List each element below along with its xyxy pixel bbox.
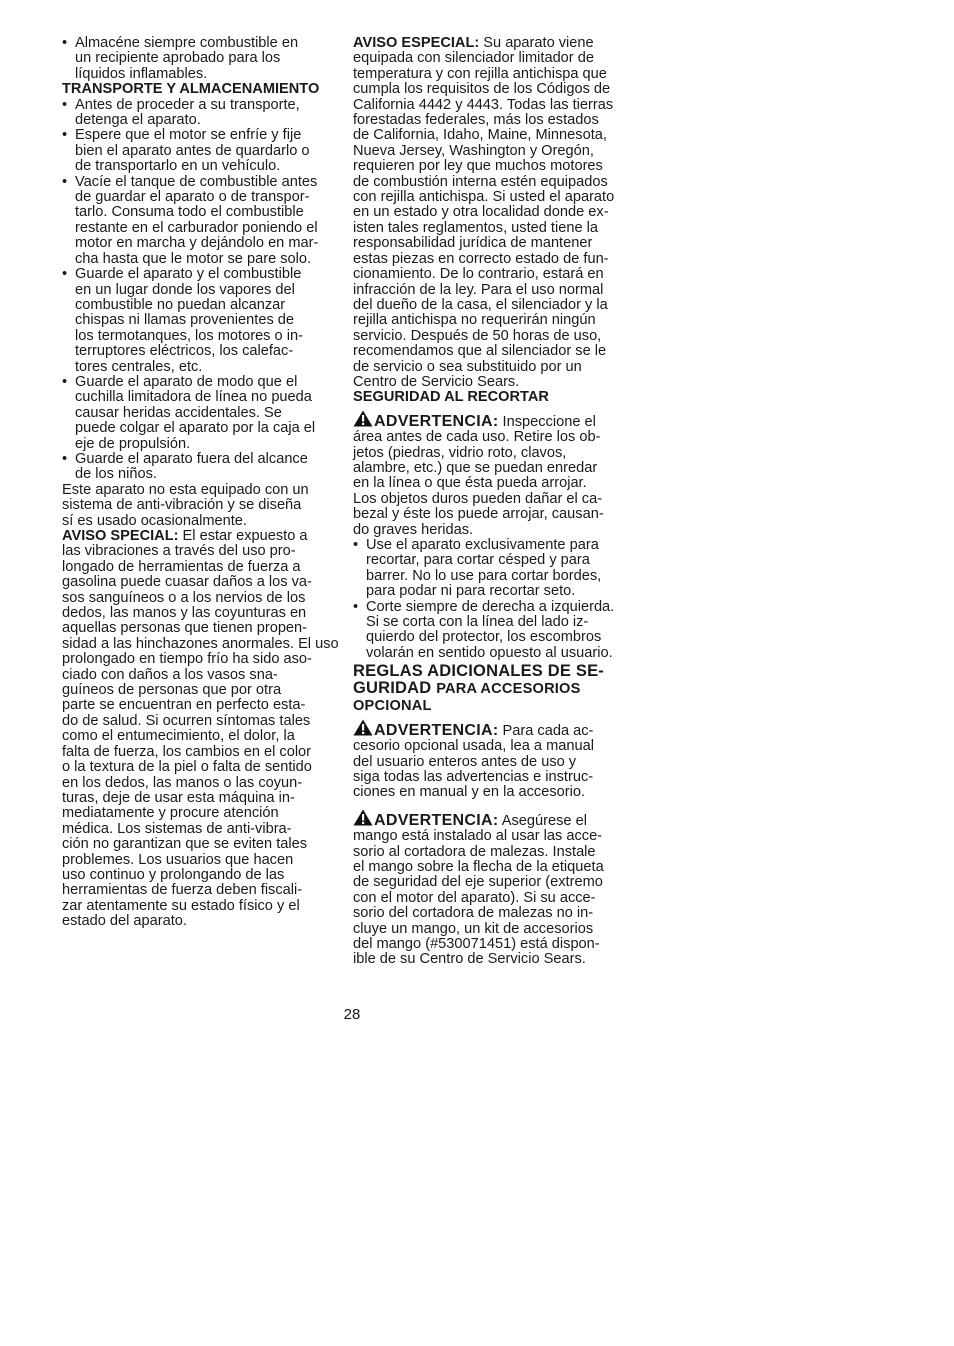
warning-triangle-icon — [353, 410, 373, 427]
aviso-special-text: El estar expuesto a las vibraciones a través del uso pro- longado de herramientas de fuerza a gasolina puede cuasar daños a los va- sos sanguíneos o a los nervios de los dedos, las manos y las coyunturas en aquellas personas que tienen propen- sidad a las hinchazones anormales. El uso prolongado en tiempo frío ha sido aso- ciado con daños a los vasos sna- guíneos de personas que por otra parte se encuentran en perfecto esta- do de salud. Si ocurren síntomas tales como el entumecimiento, el dolor, la falta de fuerza, los cambios en el color o la textura de la piel o falta de sentido en los dedos, las manos o las coyun- turas, deje de usar esta máquina in- mediatamente y procure atención médica. Los sistemas de anti-vibra- ción no garantizan que se eviten tales problemes. Los usuarios que hacen uso continuo y prolongando de las herramientas de fuerza deben fiscali- zar atentamente su estado físico y el estado del aparato. — [62, 528, 339, 930]
aviso-special-paragraph — [62, 528, 339, 930]
warning-inspect — [353, 410, 623, 538]
transport-bullet-4: • Guarde el aparato y el combustible en un lugar donde los vapores del combustible no puedan alcanzar chispas ni llamas provenientes de los termotanques, los motores o in- terruptores eléctricos, los calefac- tores centrales, etc. — [62, 267, 334, 375]
aviso-special-label: AVISO SPECIAL: — [62, 528, 179, 544]
warning-label: ADVERTENCIA: — [374, 811, 499, 829]
warning-handle-text: Asegúrese el mango está instalado al usar las acce- sorio al cortadora de malezas. Instale el mango sobre la flecha de la etiqueta de seguridad del eje superior (extremo con el motor del aparato). Si su acce- sorio del cortadora de malezas no in- cluye un mango, un kit de accesorios del mango (#530071451) está dispon- ible de su Centro de Servicio Sears. — [353, 812, 604, 968]
heading-reglas-line3: OPCIONAL — [353, 698, 432, 715]
page-number: 28 — [343, 1006, 361, 1023]
heading-reglas-line1: REGLAS ADICIONALES DE SE- — [353, 662, 604, 681]
heading-reglas — [353, 663, 623, 715]
storage-bullet: • Almacéne siempre combustible en un recipiente aprobado para los líquidos inflamables. — [62, 36, 334, 82]
aviso-especial-label: AVISO ESPECIAL: — [353, 35, 480, 51]
warning-triangle-icon — [353, 719, 373, 736]
aviso-especial-text: Su aparato viene equipada con silenciador limitador de temperatura y con rejilla antichispa que cumpla los requisitos de los Códigos de California 4442 y 4443. Todas las tierras forestadas federales, más los estados de California, Idaho, Maine, Minnesota, Nueva Jersey, Washington y Oregón, requieren por ley que muchos motores de combustión interna estén equipados con rejilla antichispa. Si usted el aparato en un estado y otra localidad donde ex- isten tales reglamentos, usted tiene la responsabilidad jurídica de mantener estas piezas en correcto estado de fun- cionamiento. De lo contrario, estará en infracción de la ley. Para el uso normal del dueño de la casa, el silenciador y la rejilla antichispa no requerirán ningún servicio. Después de 50 horas de uso, recomendamos que al silenciador se le de servicio o sea substituido por un Centro de Servicio Sears. — [353, 35, 615, 390]
trim-bullet-2: • Corte siempre de derecha a izquierda. Si se corta con la línea del lado iz- quierdo del protector, los escombros volarán en sentido opuesto al usuario. — [353, 600, 623, 662]
vibration-paragraph: Este aparato no esta equipado con un sistema de anti-vibración y se diseña sí es usado ocasionalmente. — [62, 481, 309, 529]
warning-inspect-text: Inspeccione el área antes de cada uso. Retire los ob- jetos (piedras, vidrio roto, clavos, alambre, etc.) que se puedan enredar en la línea o que ésta pueda arrojar. Los objetos duros pueden dañar el ca- bezal y éste los puede arrojar, causan- do graves heridas. — [353, 413, 604, 538]
heading-seguridad: SEGURIDAD AL RECORTAR — [353, 389, 549, 406]
transport-bullet-6: • Guarde el aparato fuera del alcance de los niños. — [62, 452, 334, 483]
aviso-especial-paragraph — [353, 36, 623, 390]
heading-transporte: TRANSPORTE Y ALMACENAMIENTO — [62, 81, 320, 98]
transport-bullet-1: • Antes de proceder a su transporte, detenga el aparato. — [62, 98, 334, 129]
transport-bullet-3: • Vacíe el tanque de combustible antes de guardar el aparato o de transpor- tarlo. Consuma todo el combustible restante en el carburador poniendo el motor en marcha y dejándolo en mar- cha hasta que le motor se pare solo. — [62, 175, 334, 267]
transport-bullet-2: • Espere que el motor se enfríe y fije bien el aparato antes de quardarlo o de transportarlo en un vehículo. — [62, 128, 334, 174]
heading-reglas-line2b: PARA ACCESORIOS — [436, 680, 581, 697]
heading-reglas-line2a: GURIDAD — [353, 678, 437, 697]
transport-bullet-5: • Guarde el aparato de modo que el cuchilla limitadora de línea no pueda causar heridas accidentales. Se puede colgar el aparato por la caja el eje de propulsión. — [62, 375, 334, 452]
warning-manual-text: Para cada ac- cesorio opcional usada, lea a manual del usuario enteros antes de uso y siga todas las advertencias e instruc- ciones en manual y en la accesorio. — [353, 722, 594, 801]
trim-bullet-1: • Use el aparato exclusivamente para recortar, para cortar césped y para barrer. No lo use para cortar bordes, para podar ni para recortar seto. — [353, 538, 623, 600]
warning-label: ADVERTENCIA: — [374, 412, 499, 430]
left-column — [62, 35, 339, 930]
warning-manual — [353, 719, 623, 801]
warning-triangle-icon — [353, 809, 373, 826]
warning-label: ADVERTENCIA: — [374, 721, 499, 739]
right-column — [353, 36, 623, 968]
warning-handle — [353, 809, 623, 968]
